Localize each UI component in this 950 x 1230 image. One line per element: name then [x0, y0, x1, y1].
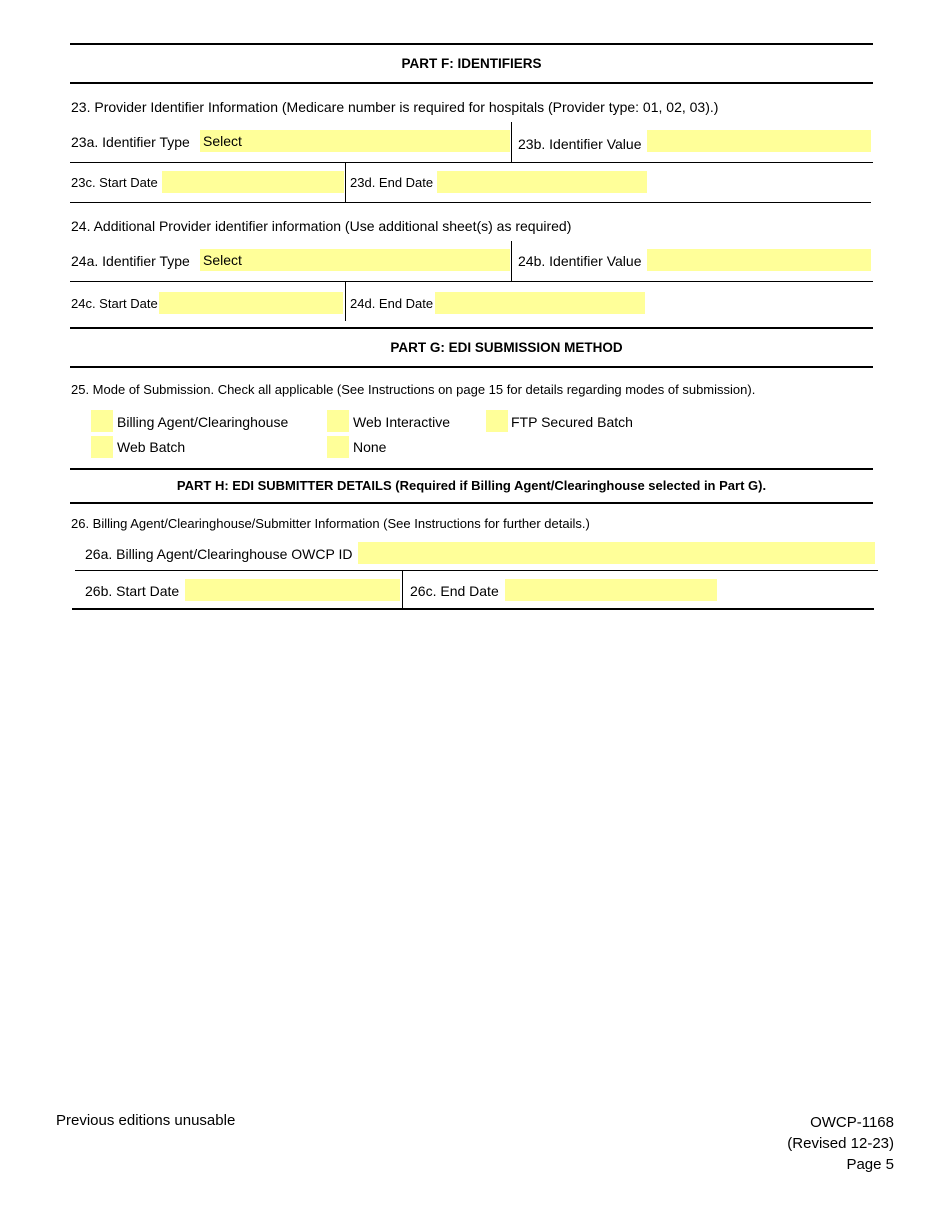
- q24-row1-divider: [511, 241, 512, 281]
- q23-row1-divider: [511, 122, 512, 162]
- footer-revised: (Revised 12-23): [787, 1135, 894, 1152]
- q24a-identifier-type-select[interactable]: Select: [200, 249, 510, 271]
- q23-row2-divider: [345, 162, 346, 202]
- option-billing-agent-label: Billing Agent/Clearinghouse: [117, 414, 289, 430]
- q24d-label: 24d. End Date: [350, 296, 434, 311]
- q23c-label: 23c. Start Date: [71, 175, 158, 190]
- q24c-start-date-input[interactable]: [159, 292, 343, 314]
- part-h-end-rule: [72, 608, 874, 610]
- q26c-end-date-input[interactable]: [505, 579, 717, 601]
- q24c-label: 24c. Start Date: [71, 296, 158, 311]
- part-h-title: PART H: EDI SUBMITTER DETAILS (Required if Billing Agent/Clearinghouse selected in Part G).: [176, 478, 767, 493]
- q24b-identifier-value-input[interactable]: [647, 249, 871, 271]
- q23b-identifier-value-input[interactable]: [647, 130, 871, 152]
- option-web-interactive-label: Web Interactive: [353, 414, 451, 430]
- q23d-label: 23d. End Date: [350, 175, 434, 190]
- checkbox-web-interactive[interactable]: [327, 410, 349, 432]
- q26b-label: 26b. Start Date: [85, 583, 180, 599]
- option-ftp-secured-batch-label: FTP Secured Batch: [511, 414, 633, 430]
- footer-form-number: OWCP-1168: [810, 1114, 894, 1131]
- q25-heading: 25. Mode of Submission. Check all applicable (See Instructions on page 15 for details regarding modes of submission).: [71, 382, 756, 397]
- checkbox-billing-agent[interactable]: [91, 410, 113, 432]
- checkbox-web-batch[interactable]: [91, 436, 113, 458]
- part-f-title: PART F: IDENTIFIERS: [401, 56, 542, 71]
- q26-row-separator: [75, 570, 878, 571]
- part-h-top-rule: [70, 468, 873, 470]
- option-none-label: None: [353, 439, 387, 455]
- footer-form-info: [787, 1112, 894, 1175]
- q26a-owcp-id-input[interactable]: [358, 542, 875, 564]
- q24-heading: 24. Additional Provider identifier information (Use additional sheet(s) as required): [71, 218, 572, 234]
- q23d-end-date-input[interactable]: [437, 171, 647, 193]
- q23-heading: [71, 99, 718, 115]
- q24a-label: 24a. Identifier Type: [71, 253, 190, 269]
- q23a-label: 23a. Identifier Type: [71, 134, 190, 150]
- q26-heading: 26. Billing Agent/Clearinghouse/Submitter Information (See Instructions for further details.): [71, 516, 590, 531]
- part-g-bottom-rule: [70, 366, 873, 368]
- q23-row-separator: [70, 162, 873, 163]
- checkbox-none[interactable]: [327, 436, 349, 458]
- part-f-top-rule: [70, 43, 873, 45]
- q23a-identifier-type-select[interactable]: Select: [200, 130, 510, 152]
- q26b-start-date-input[interactable]: [185, 579, 400, 601]
- option-web-batch-label: Web Batch: [117, 439, 186, 455]
- q26-row2-divider: [402, 570, 403, 608]
- q26c-label: 26c. End Date: [410, 583, 499, 599]
- q23b-label: 23b. Identifier Value: [518, 136, 642, 152]
- q23-heading-text: 23. Provider Identifier Information: [71, 99, 278, 115]
- part-f-bottom-rule: [70, 82, 873, 84]
- footer-editions-note: Previous editions unusable: [56, 1112, 236, 1129]
- q26a-label: 26a. Billing Agent/Clearinghouse OWCP ID: [85, 546, 353, 562]
- footer-page-number: Page 5: [846, 1156, 894, 1173]
- q24d-end-date-input[interactable]: [435, 292, 645, 314]
- part-g-title: PART G: EDI SUBMISSION METHOD: [390, 340, 623, 355]
- q24-row2-divider: [345, 281, 346, 321]
- q23c-start-date-input[interactable]: [162, 171, 344, 193]
- q24b-label: 24b. Identifier Value: [518, 253, 642, 269]
- part-g-top-rule: [70, 327, 873, 329]
- q24-row-separator: [70, 281, 873, 282]
- checkbox-ftp-secured-batch[interactable]: [486, 410, 508, 432]
- q23-note: (Medicare number is required for hospitals (Provider type: 01, 02, 03).): [281, 99, 719, 115]
- q23-bottom-rule: [70, 202, 871, 203]
- part-h-bottom-rule: [70, 502, 873, 504]
